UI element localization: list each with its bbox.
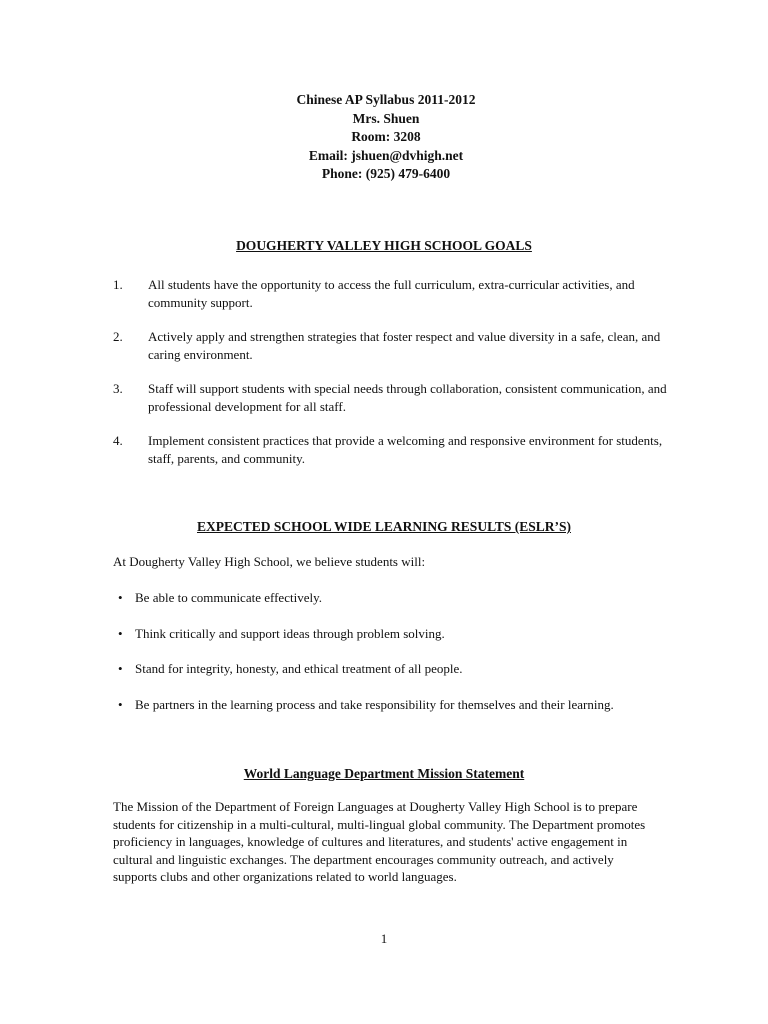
goal-text: All students have the opportunity to access the full curriculum, extra-curricular activities, and community support.	[148, 277, 635, 310]
syllabus-title: Chinese AP Syllabus 2011-2012	[296, 92, 476, 107]
goal-number: 1.	[113, 277, 123, 292]
teacher-phone: Phone: (925) 479-6400	[321, 166, 451, 181]
eslr-heading: EXPECTED SCHOOL WIDE LEARNING RESULTS (ESLR’S)	[197, 519, 571, 534]
goal-number: 2.	[113, 329, 123, 344]
bullet-icon: •	[118, 697, 123, 712]
syllabus-header	[0, 91, 768, 184]
goals-heading: DOUGHERTY VALLEY HIGH SCHOOL GOALS	[236, 238, 532, 253]
bullet-icon: •	[118, 661, 123, 676]
eslr-item-text: Think critically and support ideas through problem solving.	[135, 626, 445, 641]
eslr-item-text: Be partners in the learning process and take responsibility for themselves and their learning.	[135, 697, 614, 712]
goal-number: 4.	[113, 433, 123, 448]
teacher-email: Email: jshuen@dvhigh.net	[308, 147, 464, 163]
page-number: 1	[380, 931, 388, 946]
goal-number: 3.	[113, 381, 123, 396]
teacher-name: Mrs. Shuen	[352, 110, 420, 126]
goal-text: Actively apply and strengthen strategies that foster respect and value diversity in a safe, clean, and caring environment.	[148, 329, 661, 362]
eslr-intro: At Dougherty Valley High School, we believe students will:	[113, 554, 426, 569]
bullet-icon: •	[118, 590, 123, 605]
mission-statement: The Mission of the Department of Foreign Languages at Dougherty Valley High School is to prepare students for citizenship in a multi-cultural, multi-lingual global community. The Department promotes proficiency in languages, knowledge of cultures and literatures, and students' active engagement in cultural and linguistic exchanges. The department encourages community outreach, and actively supports clubs and other organizations related to world languages.	[113, 799, 646, 884]
goal-text: Staff will support students with special needs through collaboration, consistent communication, and professional development for all staff.	[148, 381, 667, 414]
goal-text: Implement consistent practices that provide a welcoming and responsive environment for students, staff, parents, and community.	[148, 433, 663, 466]
room-number: Room: 3208	[351, 129, 421, 144]
eslr-item-text: Be able to communicate effectively.	[135, 590, 322, 605]
mission-heading: World Language Department Mission Statement	[243, 766, 525, 781]
bullet-icon: •	[118, 626, 123, 641]
eslr-item-text: Stand for integrity, honesty, and ethical treatment of all people.	[135, 661, 463, 676]
